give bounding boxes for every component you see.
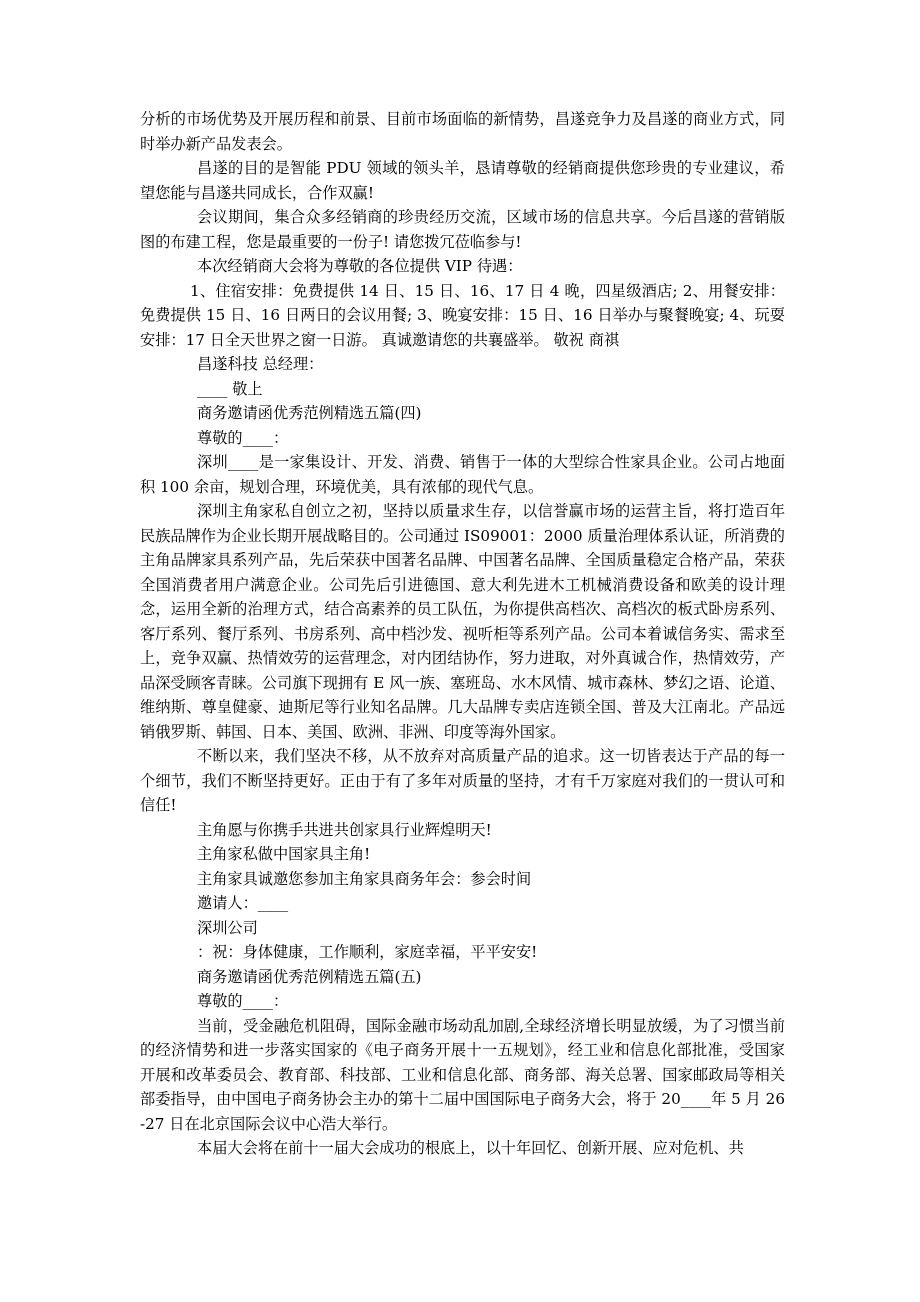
paragraph: 昌遂的目的是智能 PDU 领域的领头羊，恳请尊敬的经销商提供您珍贵的专业建议，希望您能与昌遂共同成长，合作双赢! — [140, 159, 785, 202]
paragraph: 深圳公司 — [197, 918, 258, 937]
paragraph: 昌遂科技 总经理： — [197, 355, 324, 373]
paragraph: 邀请人：____ — [197, 894, 289, 912]
paragraph: 分析的市场优势及开展历程和前景、目前市场面临的新情势，昌遂竞争力及昌遂的商业方式，同时举办新产品发表会。 — [140, 110, 785, 153]
paragraph: 不断以来，我们坚决不移，从不放弃对高质量产品的追求。这一切皆表达于产品的每一个细节，我们不断坚持更好。正由于有了多年对质量的坚持，才有千万家庭对我们的一贯认可和信任! — [140, 747, 785, 814]
paragraph: ____ 敬上 — [197, 379, 263, 398]
section-heading: 商务邀请函优秀范例精选五篇(五) — [197, 967, 422, 986]
paragraph: 主角家私做中国家具主角! — [197, 845, 371, 863]
paragraph: 深圳主角家私自创立之初，坚持以质量求生存，以信誉赢市场的运营主旨，将打造百年民族品牌作为企业长期开展战略目的。公司通过 IS09001：2000 质量治理体系认证，所消费的主角品牌家具系列产品，先后荣获中国著名品牌、中国著名品牌、全国质量稳定合格产品，荣获全国消费者用户满意企业。公司先后引进德国、意大利先进木工机械消费设备和欧美的设计理念，运用全新的治理方式，结合高素养的员工队伍，为你提供高档次、高档次的板式卧房系列、客厅系列、餐厅系列、书房系列、高中档沙发、视听柜等系列产品。公司本着诚信务实、需求至上，竞争双赢、热情效劳的运营理念，对内团结协作，努力进取，对外真诚合作，热情效劳，产品深受顾客青睐。公司旗下现拥有 E 风一族、塞班岛、水木风情、城市森林、梦幻之语、论道、维纳斯、尊皇健豪、迪斯尼等行业知名品牌。几大品牌专卖店连锁全国、普及大江南北。产品远销俄罗斯、韩国、日本、美国、欧洲、非洲、印度等海外国家。 — [140, 502, 785, 741]
paragraph: 深圳____是一家集设计、开发、消费、销售于一体的大型综合性家具企业。公司占地面积 100 余亩，规划合理，环境优美，具有浓郁的现代气息。 — [140, 453, 785, 496]
paragraph: 主角家具诚邀您参加主角家具商务年会：参会时间 — [197, 869, 532, 888]
salutation: 尊敬的____： — [197, 992, 289, 1010]
paragraph: ：祝：身体健康，工作顺利，家庭幸福，平平安安! — [197, 943, 538, 961]
paragraph: 本届大会将在前十一届大会成功的根底上，以十年回忆、创新开展、应对危机、共 — [197, 1139, 744, 1157]
paragraph: 1、住宿安排：免费提供 14 日、15 日、16、17 日 4 晚，四星级酒店; 2、用餐安排：免费提供 15 日、16 日两日的会议用餐; 3、晚宴安排：15 日、16 日举办与聚餐晚宴; 4、玩耍安排：17 日全天世界之窗一日游。 真诚邀请您的共襄盛举。 敬祝 商祺 — [140, 281, 785, 349]
section-heading: 商务邀请函优秀范例精选五篇(四) — [197, 404, 422, 422]
paragraph: 会议期间，集合众多经销商的珍贵经历交流，区域市场的信息共享。今后昌遂的营销版图的布建工程，您是最重要的一份子! 请您拨冗莅临参与! — [140, 208, 785, 251]
paragraph: 本次经销商大会将为尊敬的各位提供 VIP 待遇： — [197, 257, 523, 275]
document-body — [140, 107, 785, 1161]
paragraph: 主角愿与你携手共进共创家具行业辉煌明天! — [197, 820, 492, 839]
salutation: 尊敬的____： — [197, 428, 289, 447]
paragraph: 当前，受金融危机阻碍，国际金融市场动乱加剧,全球经济增长明显放缓，为了习惯当前的经济情势和进一步落实国家的《电子商务开展十一五规划》，经工业和信息化部批准，受国家开展和改革委员会、教育部、科技部、工业和信息化部、商务部、海关总署、国家邮政局等相关部委指导，由中国电子商务协会主办的第十二届中国国际电子商务大会，将于 20____年 5 月 26-27 日在北京国际会议中心浩大举行。 — [140, 1016, 785, 1133]
